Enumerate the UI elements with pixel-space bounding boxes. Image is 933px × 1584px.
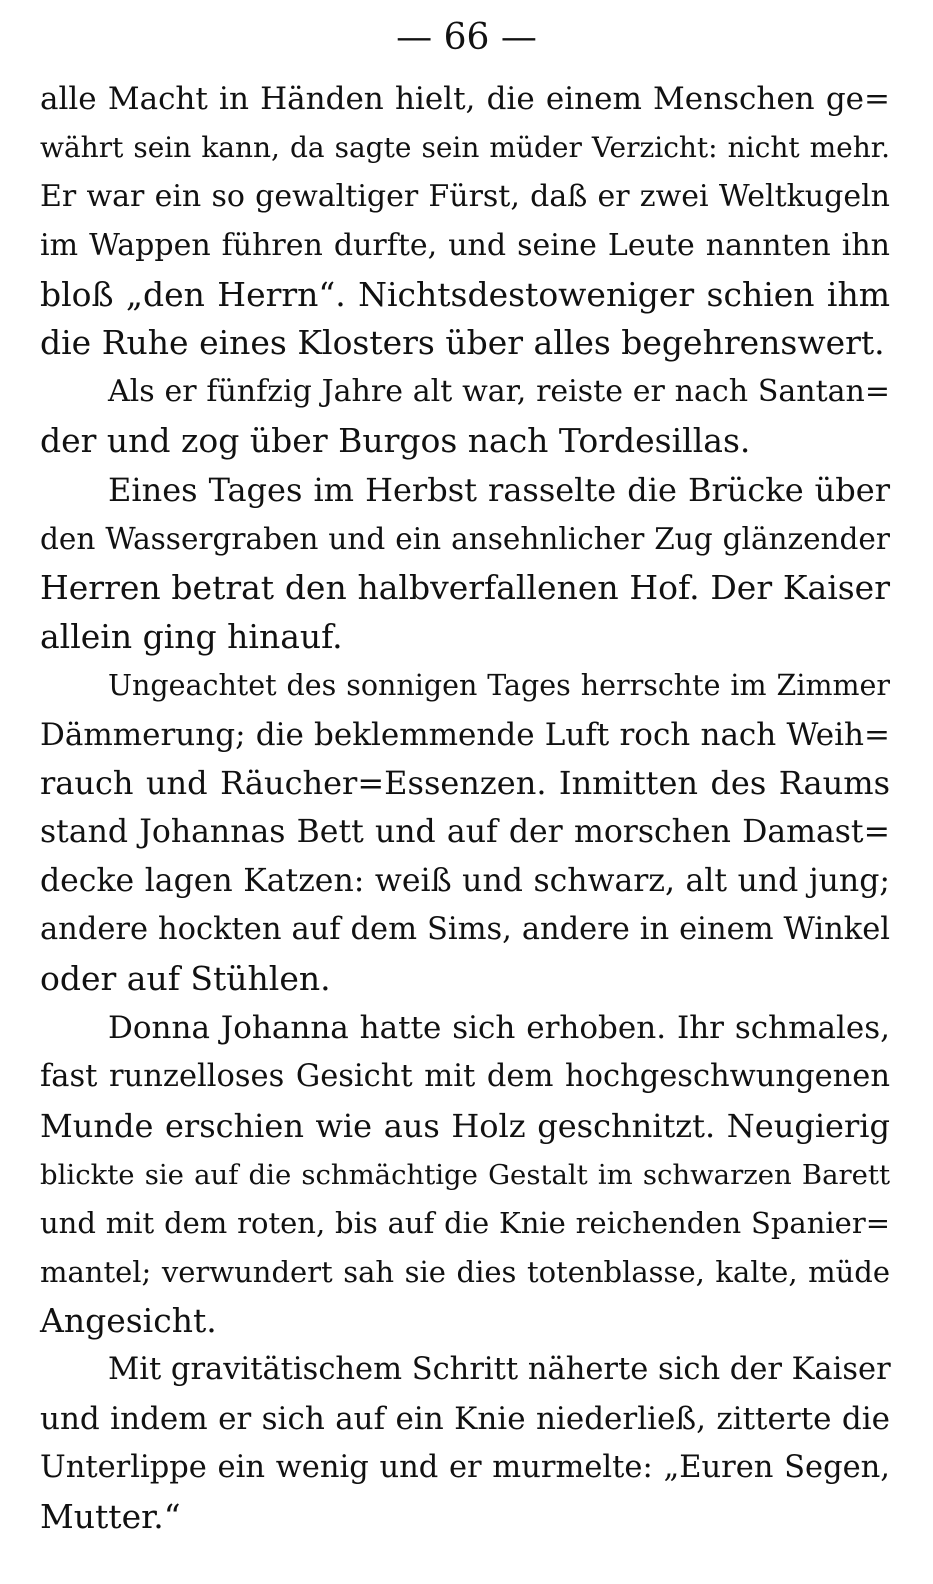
text-line: die Ruhe eines Klosters über alles begehrenswert. (40, 323, 885, 363)
text-line: Angesicht. (40, 1301, 217, 1341)
text-line: und mit dem roten, bis auf die Knie reichenden Spanier= (40, 1206, 890, 1241)
text-line: Er war ein so gewaltiger Fürst, daß er zwei Weltkugeln (40, 178, 890, 214)
text-line: bloß „den Herrn“. Nichtsdestoweniger schien ihm (40, 274, 890, 314)
text-line: Mit gravitätischem Schritt näherte sich der Kaiser (108, 1352, 891, 1388)
paragraph (40, 662, 890, 1004)
text-line: Mutter.“ (40, 1496, 181, 1536)
text-line: decke lagen Katzen: weiß und schwarz, alt und jung; (40, 863, 890, 900)
text-line: Donna Johanna hatte sich erhoben. Ihr schmales, (108, 1009, 890, 1046)
paragraph (40, 75, 890, 368)
text-line: Eines Tages im Herbst rasselte die Brücke über (108, 471, 890, 510)
paragraph (40, 1004, 890, 1346)
text-line: und indem er sich auf ein Knie niederließ, zitterte die (40, 1401, 890, 1438)
text-line: im Wappen führen durfte, und seine Leute nannten ihn (40, 227, 890, 263)
text-line: mantel; verwundert sah sie dies totenblasse, kalte, müde (40, 1255, 890, 1290)
paragraph (40, 368, 890, 466)
text-line: stand Johannas Bett und auf der morschen Damast= (40, 814, 890, 851)
text-line: Ungeachtet des sonnigen Tages herrschte im Zimmer (108, 668, 890, 702)
text-line: den Wassergraben und ein ansehnlicher Zug glänzender (40, 522, 890, 557)
text-line: Unterlippe ein wenig und er murmelte: „Euren Segen, (40, 1449, 890, 1485)
text-line: oder auf Stühlen. (40, 959, 331, 999)
text-line: Herren betrat den halbverfallenen Hof. Der Kaiser (40, 567, 890, 607)
text-line: Munde erschien wie aus Holz geschnitzt. Neugierig (40, 1106, 890, 1145)
page-number: — 66 — (396, 17, 537, 58)
paragraph (40, 1346, 890, 1542)
text-line: fast runzelloses Gesicht mit dem hochgeschwungenen (40, 1058, 890, 1094)
text-line: der und zog über Burgos nach Tordesillas. (40, 421, 751, 461)
paragraph (40, 466, 890, 662)
text-line: allein ging hinauf. (40, 616, 343, 656)
text-line: Dämmerung; die beklemmende Luft roch nach Weih= (40, 716, 890, 753)
text-line: währt sein kann, da sagte sein müder Verzicht: nicht mehr. (40, 130, 890, 164)
text-line: blickte sie auf die schmächtige Gestalt im schwarzen Barett (40, 1158, 890, 1191)
body-text (40, 75, 890, 1542)
text-line: andere hockten auf dem Sims, andere in einem Winkel (40, 912, 890, 948)
text-line: Als er fünfzig Jahre alt war, reiste er nach Santan= (108, 374, 890, 410)
text-line: alle Macht in Händen hielt, die einem Menschen ge= (40, 81, 890, 117)
text-line: rauch und Räucher=Essenzen. Inmitten des Raums (40, 764, 890, 803)
